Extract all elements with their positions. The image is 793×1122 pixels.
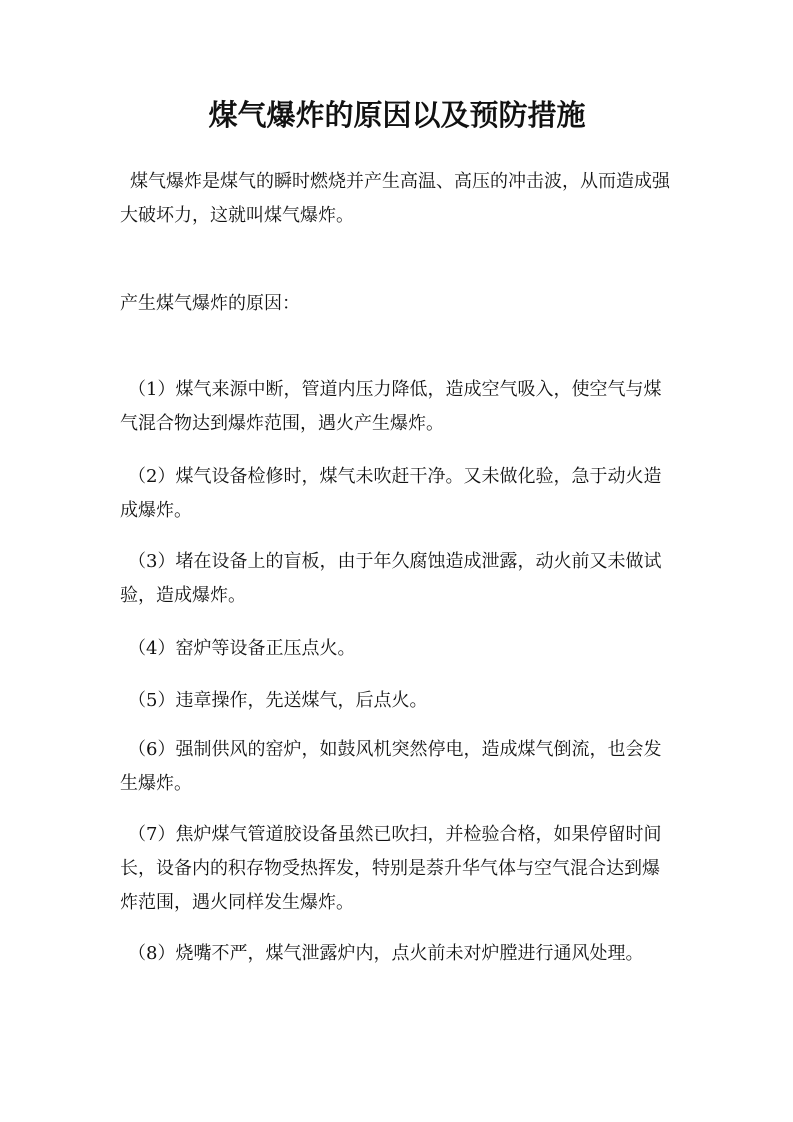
cause-item-1: （1）煤气来源中断，管道内压力降低，造成空气吸入，使空气与煤气混合物达到爆炸范围，遇火产生爆炸。: [120, 379, 662, 434]
cause-item-7: （7）焦炉煤气管道胶设备虽然已吹扫，并检验合格，如果停留时间长，设备内的积存物受热挥发，特别是萘升华气体与空气混合达到爆炸范围，遇火同样发生爆炸。: [120, 824, 662, 913]
cause-item-3: （3）堵在设备上的盲板，由于年久腐蚀造成泄露，动火前又未做试验，造成爆炸。: [120, 551, 662, 606]
cause-item-8: （8）烧嘴不严，煤气泄露炉内，点火前未对炉膛进行通风处理。: [128, 943, 644, 964]
cause-item-2: （2）煤气设备检修时，煤气未吹赶干净。又未做化验，急于动火造成爆炸。: [120, 466, 662, 521]
cause-item-5: （5）违章操作，先送煤气，后点火。: [128, 690, 428, 711]
page-title: 煤气爆炸的原因以及预防措施: [208, 98, 586, 132]
cause-item-6: （6）强制供风的窑炉，如鼓风机突然停电，造成煤气倒流，也会发生爆炸。: [120, 739, 662, 794]
intro-paragraph: 煤气爆炸是煤气的瞬时燃烧并产生高温、高压的冲击波，从而造成强大破坏力，这就叫煤气爆炸。: [120, 171, 670, 226]
causes-heading: 产生煤气爆炸的原因：: [120, 293, 300, 314]
cause-item-4: （4）窑炉等设备正压点火。: [128, 638, 356, 659]
